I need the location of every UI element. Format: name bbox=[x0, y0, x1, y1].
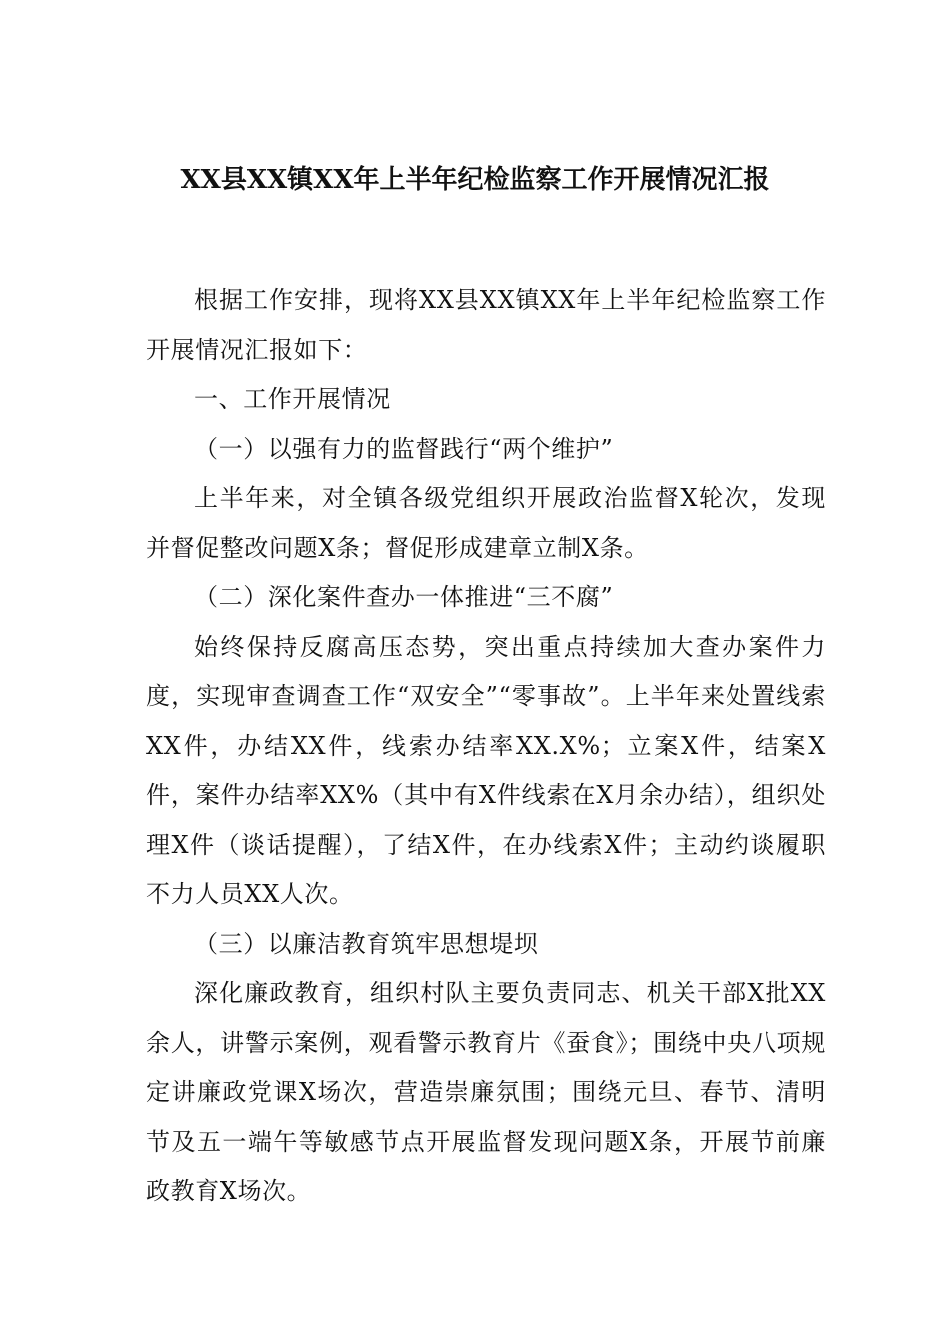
document-title: XX县XX镇XX年上半年纪检监察工作开展情况汇报 bbox=[180, 165, 770, 195]
body-paragraph-2: 始终保持反腐高压态势，突出重点持续加大查办案件力度，实现审查调查工作“双安全”“零事故”。上半年来处置线索XX件，办结XX件，线索办结率XX.X%；立案X件，结案X件，案件办结率XX%（其中有X件线索在X月余办结），组织处理X件（谈话提醒），了结X件，在办线索X件；主动约谈履职不力人员XX人次。 bbox=[146, 632, 826, 908]
subsection-heading-1: （一）以强有力的监督践行“两个维护” bbox=[194, 434, 614, 463]
subsection-heading-2: （二）深化案件查办一体推进“三不腐” bbox=[194, 583, 614, 611]
body-paragraph-3: 深化廉政教育，组织村队主要负责同志、机关干部X批XX余人，讲警示案例，观看警示教育片《蚕食》；围绕中央八项规定讲廉政党课X场次，营造崇廉氛围；围绕元旦、春节、清明节及五一端午等敏感节点开展监督发现问题X条，开展节前廉政教育X场次。 bbox=[146, 979, 826, 1205]
intro-paragraph: 根据工作安排，现将XX县XX镇XX年上半年纪检监察工作开展情况汇报如下： bbox=[146, 286, 826, 364]
document-body bbox=[146, 276, 826, 1217]
subsection-heading-3: （三）以廉洁教育筑牢思想堤坝 bbox=[194, 929, 539, 958]
body-paragraph-1: 上半年来，对全镇各级党组织开展政治监督X轮次，发现并督促整改问题X条；督促形成建章立制X条。 bbox=[146, 484, 826, 562]
section-heading-1: 一、工作开展情况 bbox=[194, 385, 391, 413]
